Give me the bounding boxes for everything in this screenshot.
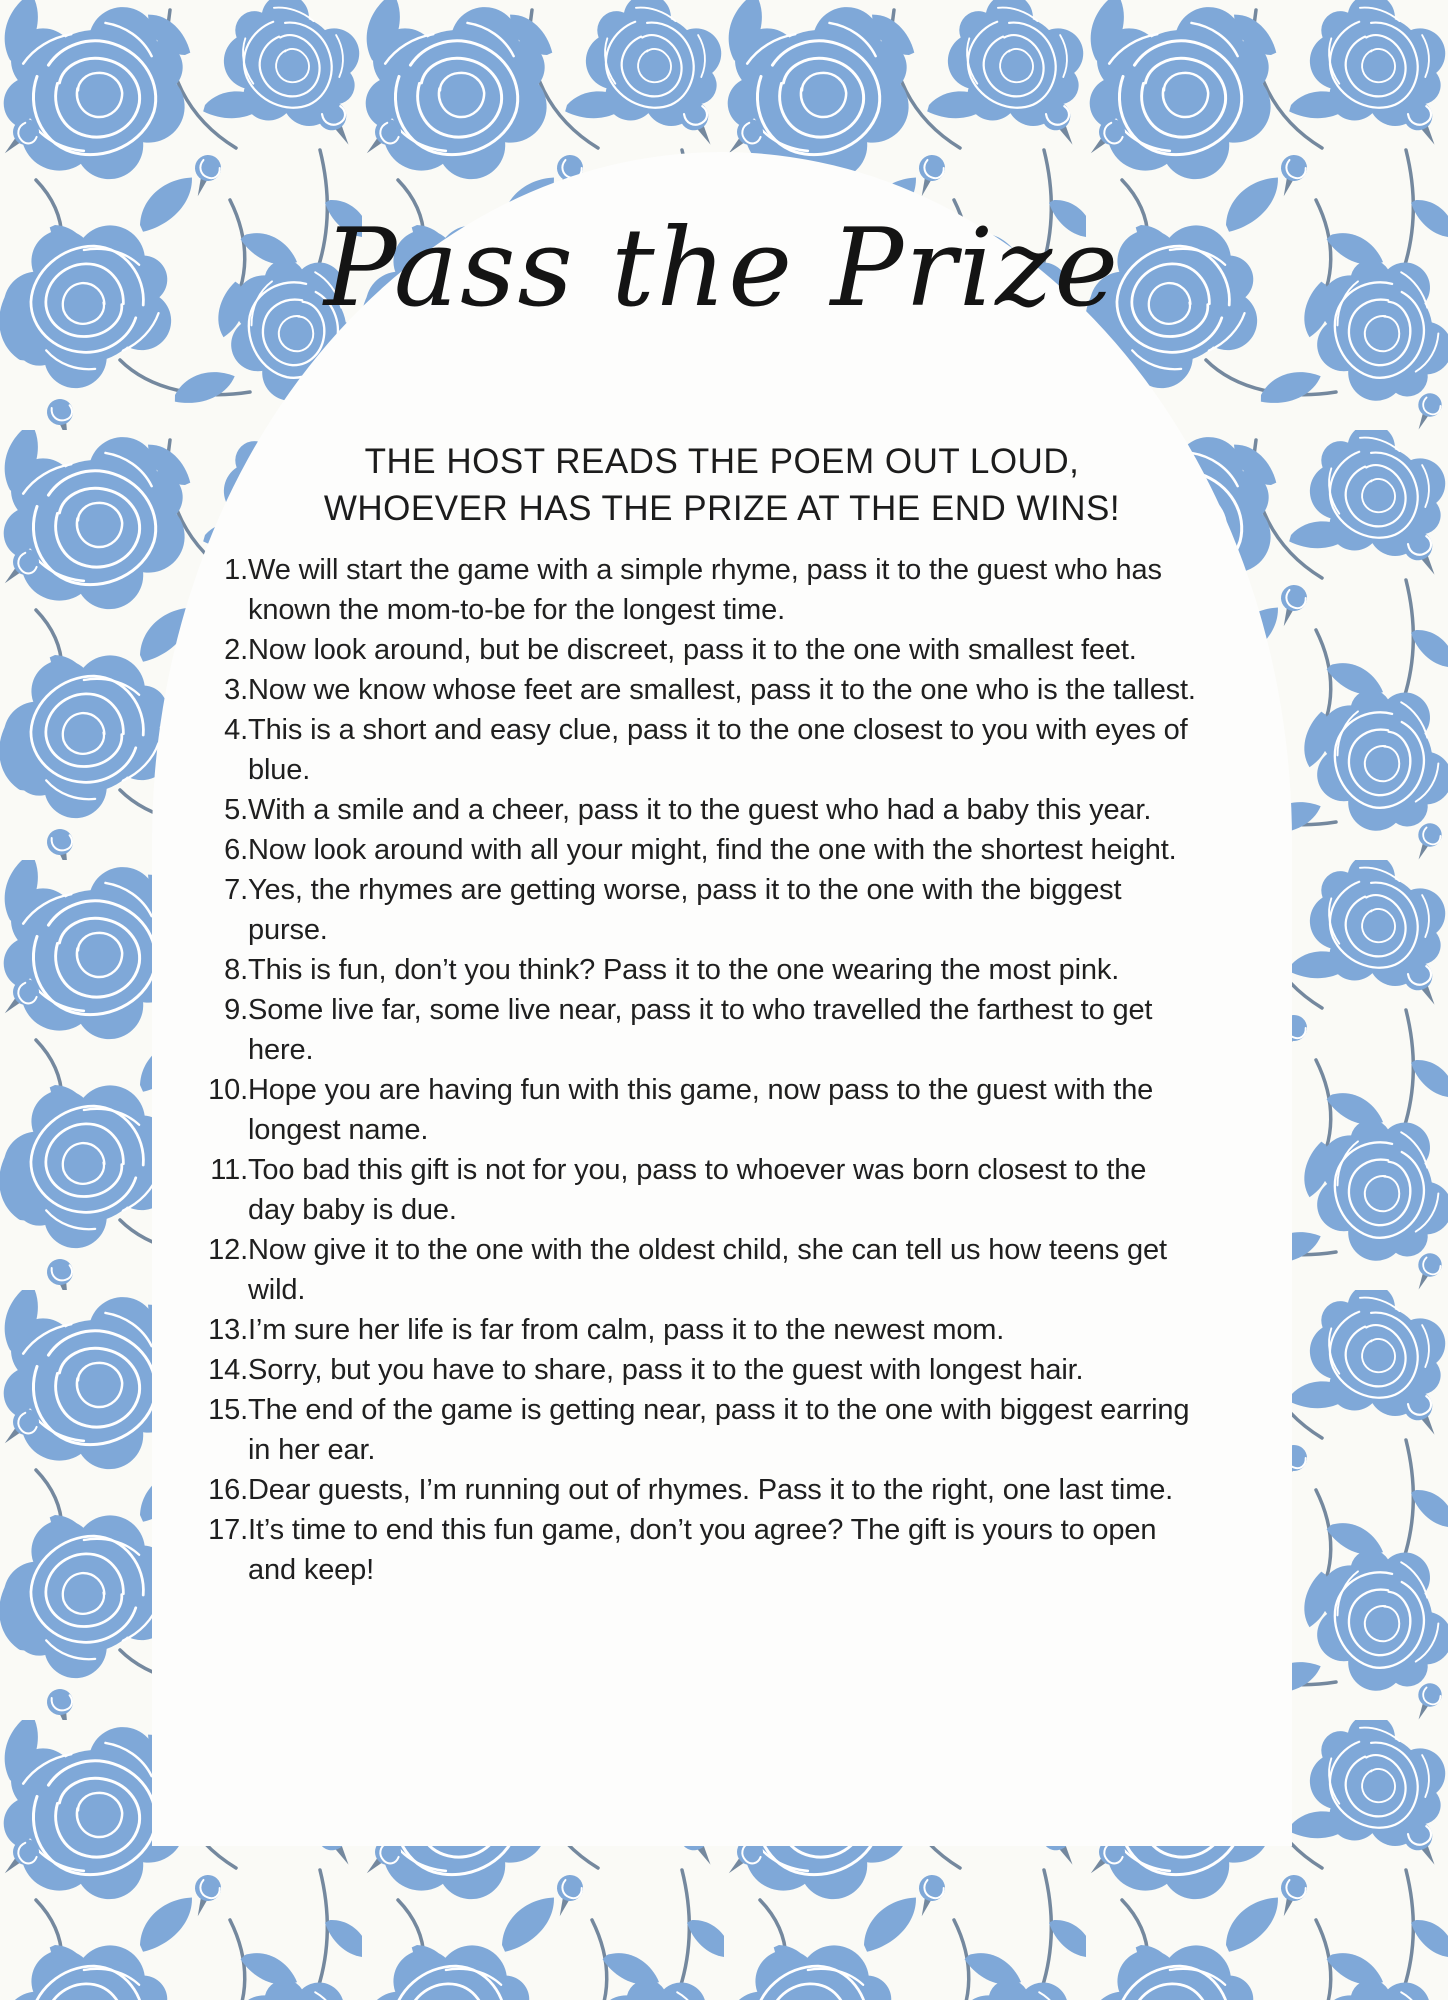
poem-item: Too bad this gift is not for you, pass to whoever was born closest to the day baby is due. (248, 1153, 1147, 1226)
poem-item: We will start the game with a simple rhyme, pass it to the guest who has known the mom-to-be for the longest time. (248, 553, 1162, 626)
content-panel (152, 152, 1292, 1846)
poem-item: This is a short and easy clue, pass it to the one closest to you with eyes of blue. (248, 713, 1188, 786)
subtitle-line-1: THE HOST READS THE POEM OUT LOUD, (364, 441, 1080, 481)
poem-item: It’s time to end this fun game, don’t you agree? The gift is yours to open and keep! (248, 1513, 1157, 1586)
poem-item: Hope you are having fun with this game, now pass to the guest with the longest name. (248, 1073, 1154, 1146)
poem-item: Now give it to the one with the oldest child, she can tell us how teens get wild. (248, 1233, 1167, 1306)
poem-item: Now look around with all your might, find the one with the shortest height. (248, 833, 1177, 866)
subtitle-line-2: WHOEVER HAS THE PRIZE AT THE END WINS! (323, 488, 1121, 528)
poem-list (248, 550, 1200, 1590)
poem-item: With a smile and a cheer, pass it to the guest who had a baby this year. (248, 793, 1152, 826)
poem-item: Some live far, some live near, pass it to who travelled the farthest to get here. (248, 993, 1153, 1066)
poem-item: This is fun, don’t you think? Pass it to the one wearing the most pink. (248, 953, 1120, 986)
poem-item: Now look around, but be discreet, pass it to the one with smallest feet. (248, 633, 1137, 666)
poem-item: I’m sure her life is far from calm, pass it to the newest mom. (248, 1313, 1005, 1346)
page-title: Pass the Prize (323, 206, 1121, 331)
poem-item: Dear guests, I’m running out of rhymes. Pass it to the right, one last time. (248, 1473, 1174, 1506)
poem-item: The end of the game is getting near, pass it to the one with biggest earring in her ear. (248, 1393, 1190, 1466)
poem-item: Sorry, but you have to share, pass it to the guest with longest hair. (248, 1353, 1084, 1386)
poem-item: Now we know whose feet are smallest, pass it to the one who is the tallest. (248, 673, 1196, 706)
poem-item: Yes, the rhymes are getting worse, pass it to the one with the biggest purse. (248, 873, 1122, 946)
